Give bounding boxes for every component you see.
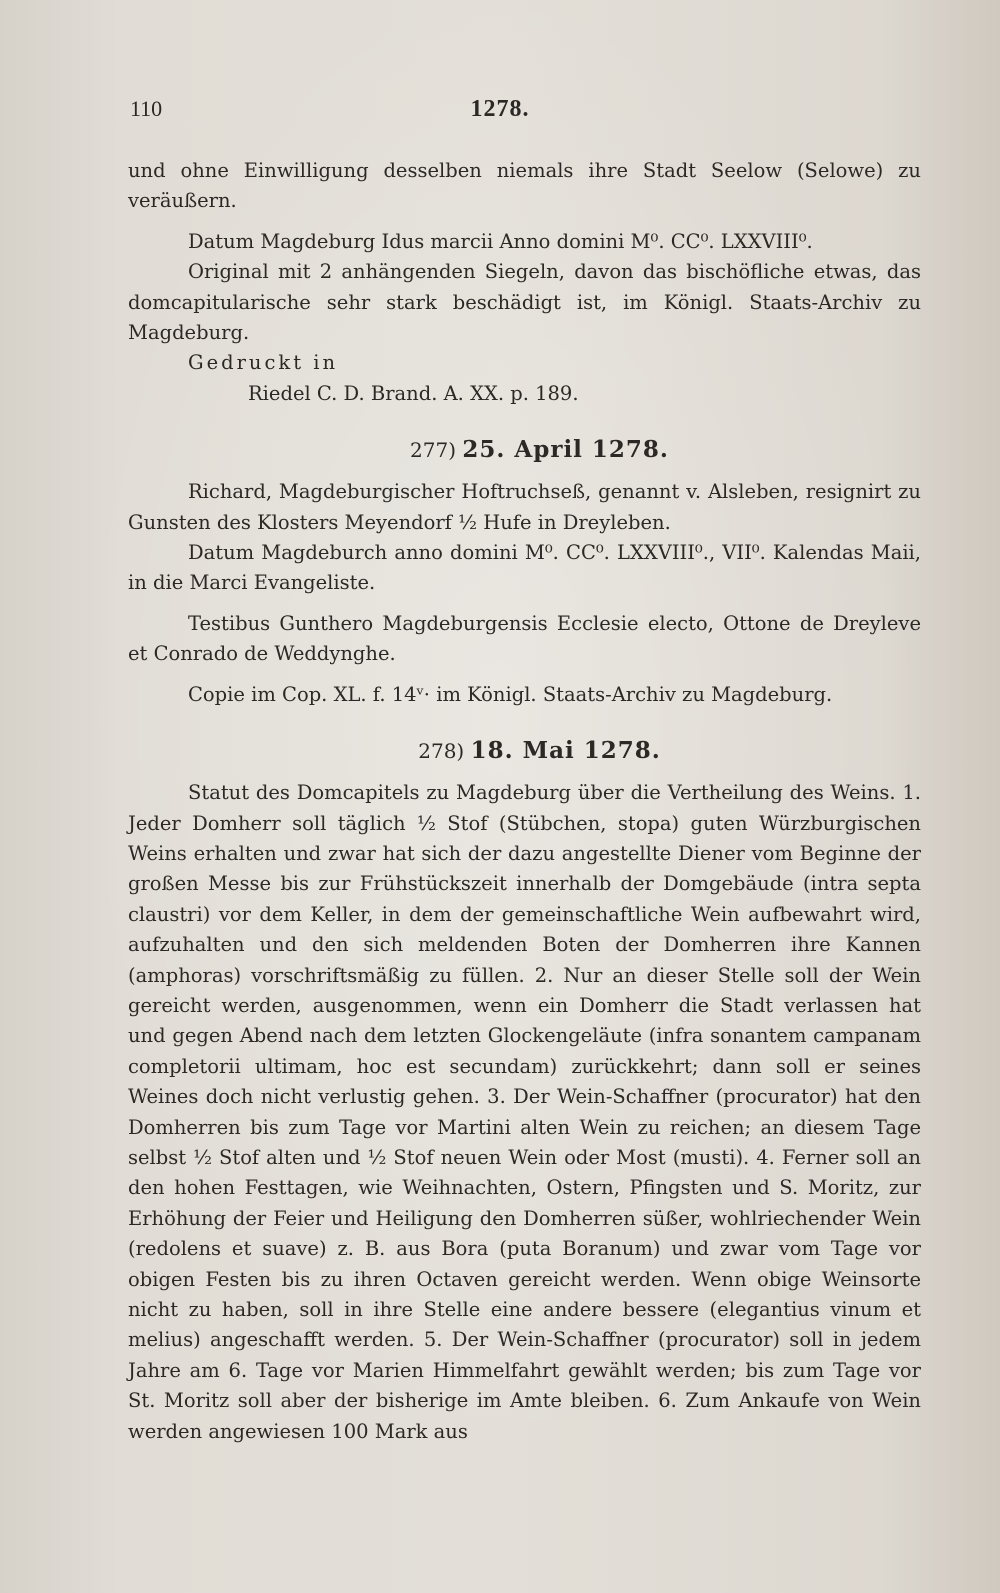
page-header [0, 96, 1000, 130]
body-text [128, 156, 921, 1447]
document-277-copy-note: Copie im Cop. XL. f. 14ᵛ· im Königl. Staats-Archiv zu Magdeburg. [188, 682, 833, 706]
document-278-text: Statut des Domcapitels zu Magdeburg über die Vertheilung des Weins. 1. Jeder Domherr soll täglich ½ Stof (Stübchen, stopa) guten Würzburgischen Weins erhalten und zwar hat sich der dazu angestellte Diener vom Beginne der großen Messe bis zur Frühstückszeit innerhalb der Domgebäude (intra septa claustri) vor dem Keller, in dem der gemeinschaftliche Wein aufbewahrt wird, aufzuhalten und den sich meldenden Boten der Domherren ihre Kannen (amphoras) vorschriftsmäßig zu füllen. 2. Nur an dieser Stelle soll der Wein gereicht werden, ausgenommen, wenn ein Domherr die Stadt verlassen hat und gegen Abend nach dem letzten Glockengeläute (infra sonantem campanam completorii ultimam, hoc est secundam) zurückkehrt; dann soll er seines Weines doch nicht verlustig gehen. 3. Der Wein-Schaffner (procurator) hat den Domherren bis zum Tage vor Martini alten Wein zu reichen; an diesem Tage selbst ½ Stof alten und ½ Stof neuen Wein oder Most (musti). 4. Ferner soll an den hohen Festtagen, wie Weihnachten, Ostern, Pfingsten und S. Moritz, zur Erhöhung der Feier und Heiligung den Domherren süßer, wohlriechender Wein (redolens et suave) z. B. aus Bora (puta Boranum) und zwar vom Tage vor obigen Festen bis zu ihren Octaven gereicht werden. Wenn obige Weinsorte nicht zu haben, soll in ihre Stelle eine andere bessere (elegantius vinum et melius) angeschafft werden. 5. Der Wein-Schaffner (procurator) soll in jedem Jahre am 6. Tage vor Marien Himmelfahrt gewählt werden; bis zum Tage vor St. Moritz soll aber der bisherige im Amte bleiben. 6. Zum Ankaufe von Wein werden angewiesen 100 Mark aus [128, 781, 921, 1443]
document-277-number: 277) [410, 438, 457, 463]
previous-document-riedel-reference: Riedel C. D. Brand. A. XX. p. 189. [248, 381, 579, 405]
document-277-heading [128, 433, 921, 467]
document-277-datum: Datum Magdeburch anno domini M⁰. CC⁰. LXXVIII⁰., VII⁰. Kalendas Maii, in die Marci Evangeliste. [128, 541, 921, 595]
document-278-number: 278) [418, 739, 465, 764]
previous-document-datum: Datum Magdeburg Idus marcii Anno domini M⁰. CC⁰. LXXVIII⁰. [188, 229, 813, 253]
document-277-summary: Richard, Magdeburgischer Hoftruchseß, genannt v. Alsleben, resignirt zu Gunsten des Klosters Meyendorf ½ Hufe in Dreyleben. [128, 480, 921, 534]
document-277-date: 25. April 1278. [462, 436, 669, 464]
document-278-date: 18. Mai 1278. [470, 737, 661, 765]
running-title-year: 1278. [470, 96, 530, 122]
previous-document-printed-label: Gedruckt in [188, 351, 339, 375]
previous-document-continuation: und ohne Einwilligung desselben niemals ihre Stadt Seelow (Selowe) zu veräußern. [128, 159, 921, 213]
previous-document-original-note: Original mit 2 anhängenden Siegeln, davon das bischöfliche etwas, das domcapitularische sehr stark beschädigt ist, im Königl. Staats-Archiv zu Magdeburg. [128, 260, 921, 345]
document-277-witnesses: Testibus Gunthero Magdeburgensis Ecclesie electo, Ottone de Dreyleve et Conrado de Weddynghe. [128, 611, 921, 666]
document-278-heading [128, 734, 921, 768]
page-number: 110 [130, 96, 163, 121]
